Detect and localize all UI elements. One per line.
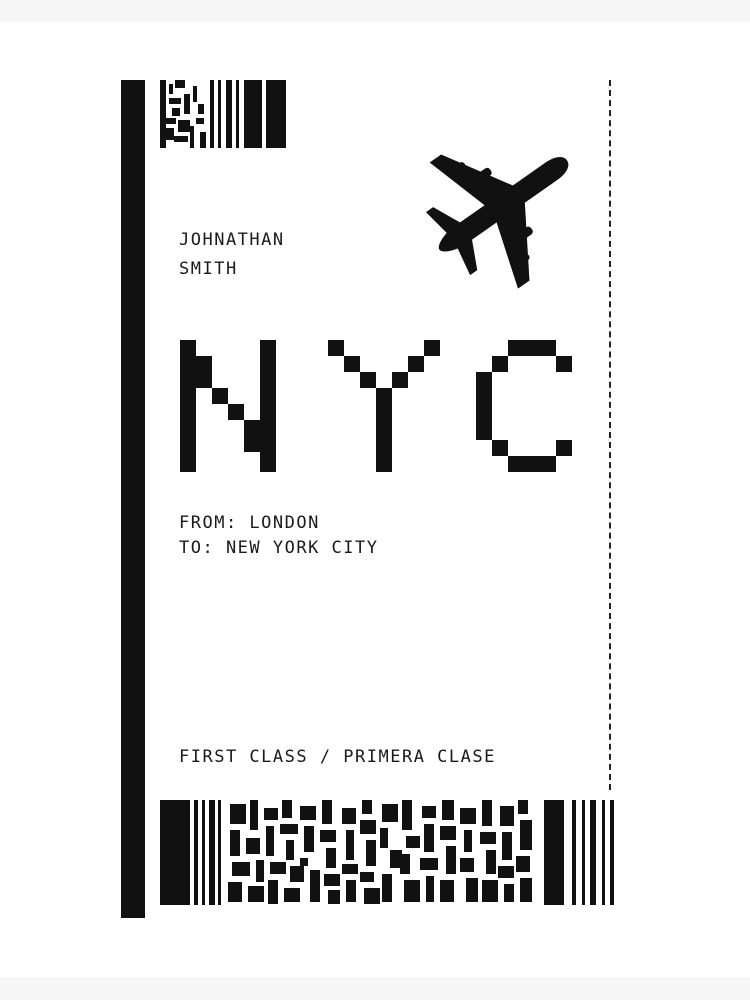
passenger-last-name: SMITH — [179, 259, 238, 279]
perforation-line — [609, 80, 611, 790]
destination-code — [180, 340, 575, 472]
fare-class: FIRST CLASS / PRIMERA CLASE — [179, 747, 496, 767]
airplane-icon — [415, 118, 590, 293]
ticket-edge-bar — [121, 80, 145, 918]
barcode-top-icon — [160, 80, 290, 148]
barcode-bottom-icon — [160, 800, 620, 905]
route-to: TO: NEW YORK CITY — [179, 538, 379, 558]
passenger-first-name: JOHNATHAN — [179, 230, 285, 250]
route-from: FROM: LONDON — [179, 513, 320, 533]
